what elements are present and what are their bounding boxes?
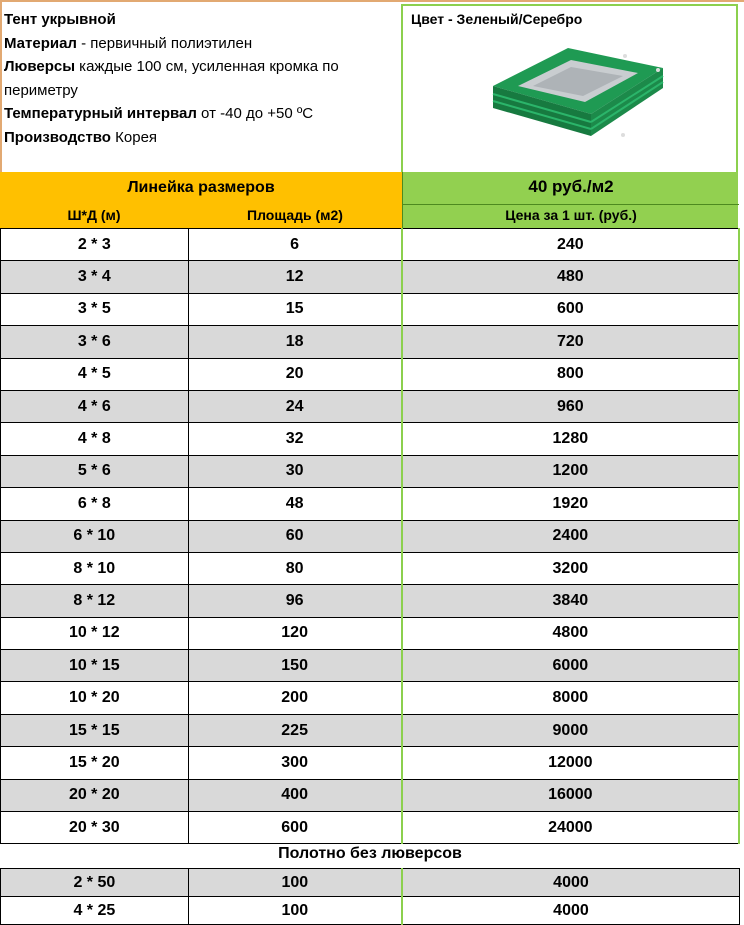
- price-cell: 9000: [402, 714, 739, 746]
- table-row: [1, 779, 740, 811]
- price-cell: 2400: [402, 520, 739, 552]
- product-title: Тент укрывной: [4, 11, 116, 28]
- spec-origin: Производство Корея: [4, 128, 158, 146]
- color-label: Цвет - Зеленый/Серебро: [411, 11, 583, 27]
- price-table: [0, 228, 740, 844]
- table-row: [1, 358, 740, 390]
- column-price-header: Цена за 1 шт. (руб.): [505, 207, 637, 223]
- size-cell: 3 * 5: [1, 293, 189, 325]
- price-cell: 800: [402, 358, 739, 390]
- area-cell: 120: [188, 617, 402, 649]
- size-cell: 3 * 4: [1, 261, 189, 293]
- area-cell: 150: [188, 650, 402, 682]
- table-row: [1, 747, 740, 779]
- area-cell: 300: [188, 747, 402, 779]
- area-cell: 20: [188, 358, 402, 390]
- price-header: [402, 172, 738, 228]
- price-cell: 720: [402, 326, 739, 358]
- price-cell: 4800: [402, 617, 739, 649]
- price-cell: 16000: [402, 779, 739, 811]
- table-row: [1, 390, 740, 422]
- price-cell: 960: [402, 390, 739, 422]
- size-cell: 8 * 10: [1, 552, 189, 584]
- table-row: [1, 812, 740, 844]
- left-border: [0, 2, 2, 174]
- area-cell: 15: [188, 293, 402, 325]
- column-size-header: Ш*Д (м): [67, 207, 121, 223]
- size-cell: 15 * 15: [1, 714, 189, 746]
- price-cell: 3200: [402, 552, 739, 584]
- area-cell: 18: [188, 326, 402, 358]
- table-row: [1, 488, 740, 520]
- table-row: [1, 617, 740, 649]
- area-cell: 96: [188, 585, 402, 617]
- table-row: [1, 229, 740, 261]
- price-cell: 600: [402, 293, 739, 325]
- price-cell: 24000: [402, 812, 739, 844]
- size-cell: 2 * 3: [1, 229, 189, 261]
- sizes-header: [0, 172, 402, 228]
- price-cell: 1200: [402, 455, 739, 487]
- table-row: [1, 869, 740, 897]
- price-cell: 1920: [402, 488, 739, 520]
- price-cell: 12000: [402, 747, 739, 779]
- size-cell: 20 * 30: [1, 812, 189, 844]
- size-cell: 15 * 20: [1, 747, 189, 779]
- area-cell: 60: [188, 520, 402, 552]
- table-row: [1, 455, 740, 487]
- size-cell: 8 * 12: [1, 585, 189, 617]
- table-row: [1, 293, 740, 325]
- area-cell: 100: [188, 869, 402, 897]
- table-row: [1, 423, 740, 455]
- size-cell: 4 * 8: [1, 423, 189, 455]
- price-cell: 1280: [402, 423, 739, 455]
- table-row: [1, 261, 740, 293]
- size-cell: 10 * 12: [1, 617, 189, 649]
- table-row: [1, 682, 740, 714]
- no-grommets-table: [0, 868, 740, 925]
- size-cell: 10 * 20: [1, 682, 189, 714]
- table-row: [1, 326, 740, 358]
- price-cell: 480: [402, 261, 739, 293]
- size-cell: 10 * 15: [1, 650, 189, 682]
- header-divider: [403, 204, 739, 205]
- area-cell: 48: [188, 488, 402, 520]
- size-cell: 4 * 25: [1, 897, 189, 925]
- area-cell: 30: [188, 455, 402, 487]
- tarp-image: [473, 36, 673, 156]
- price-cell: 240: [402, 229, 739, 261]
- sizes-title: Линейка размеров: [127, 179, 275, 196]
- price-cell: 6000: [402, 650, 739, 682]
- area-cell: 12: [188, 261, 402, 293]
- size-cell: 4 * 5: [1, 358, 189, 390]
- area-cell: 24: [188, 390, 402, 422]
- area-cell: 600: [188, 812, 402, 844]
- price-cell: 8000: [402, 682, 739, 714]
- table-row: [1, 714, 740, 746]
- section-no-grommets-title: Полотно без люверсов: [278, 845, 462, 862]
- spec-material: Материал - первичный полиэтилен: [4, 34, 253, 52]
- size-cell: 20 * 20: [1, 779, 189, 811]
- area-cell: 6: [188, 229, 402, 261]
- spec-temperature: Температурный интервал от -40 до +50 ºС: [4, 105, 314, 122]
- price-cell: 4000: [402, 897, 740, 925]
- size-cell: 6 * 8: [1, 488, 189, 520]
- area-cell: 32: [188, 423, 402, 455]
- spec-grommets: Люверсы каждые 100 см, усиленная кромка по периметру: [4, 58, 339, 99]
- table-row: [1, 552, 740, 584]
- price-cell: 3840: [402, 585, 739, 617]
- size-cell: 6 * 10: [1, 520, 189, 552]
- size-cell: 5 * 6: [1, 455, 189, 487]
- product-description: [4, 8, 398, 149]
- column-area-header: Площадь (м2): [247, 207, 343, 223]
- size-cell: 4 * 6: [1, 390, 189, 422]
- size-cell: 3 * 6: [1, 326, 189, 358]
- table-row: [1, 520, 740, 552]
- price-per-m2: 40 руб./м2: [528, 177, 614, 196]
- area-cell: 225: [188, 714, 402, 746]
- table-row: [1, 650, 740, 682]
- product-info: [0, 0, 744, 172]
- price-cell: 4000: [402, 869, 740, 897]
- table-row: [1, 585, 740, 617]
- area-cell: 200: [188, 682, 402, 714]
- area-cell: 80: [188, 552, 402, 584]
- area-cell: 400: [188, 779, 402, 811]
- size-cell: 2 * 50: [1, 869, 189, 897]
- table-row: [1, 897, 740, 925]
- area-cell: 100: [188, 897, 402, 925]
- color-box: [401, 4, 738, 174]
